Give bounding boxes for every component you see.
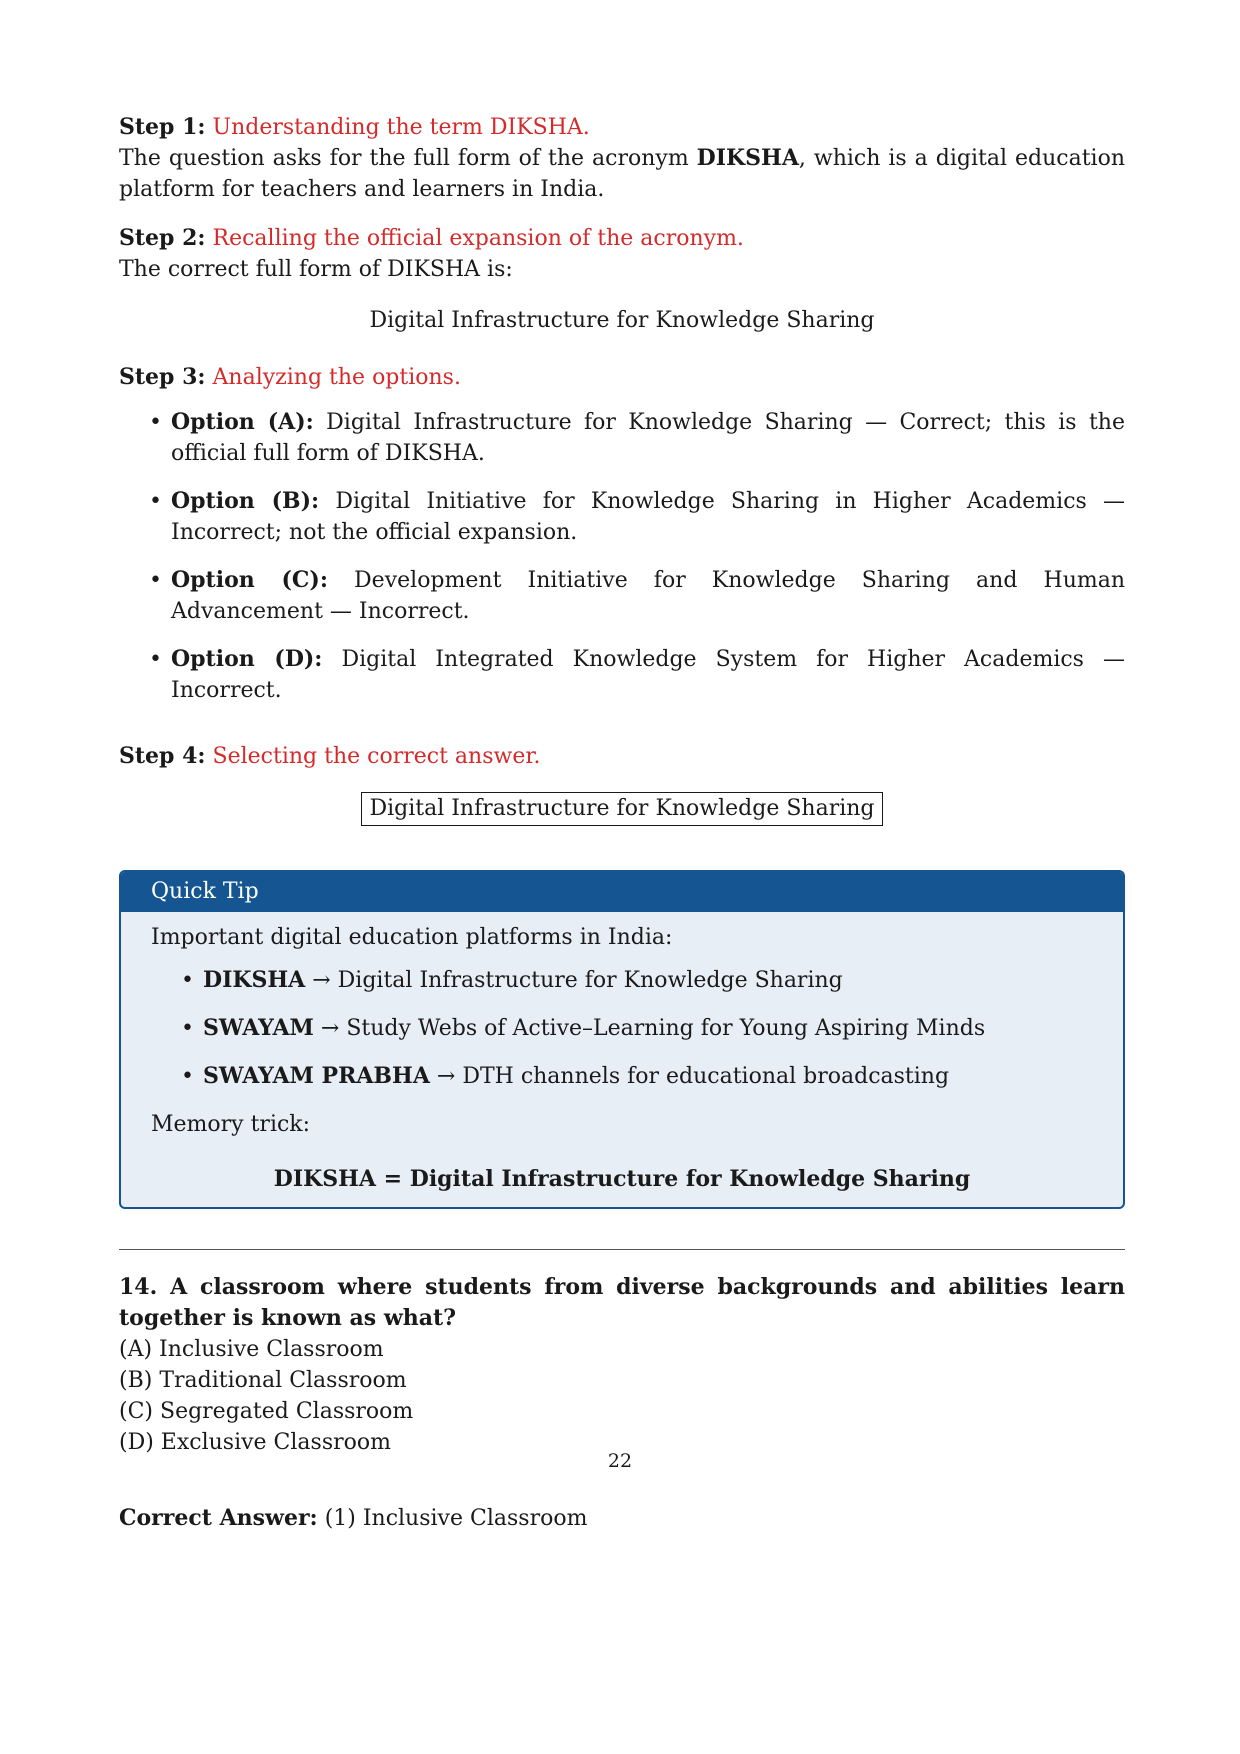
option-a: • Option (A): Digital Infrastructure for Knowledge Sharing — Correct; this is the official full form of DIKSHA. <box>149 409 1125 466</box>
step-2 <box>119 223 1125 254</box>
option-c: • Option (C): Development Initiative for Knowledge Sharing and Human Advancement — Incorrect. <box>149 567 1126 624</box>
option-a-text: Digital Infrastructure for Knowledge Sharing — Correct; this is the official full form of DIKSHA. <box>171 410 1125 466</box>
boxed-answer: Digital Infrastructure for Knowledge Sharing <box>361 792 882 826</box>
memory-trick-label: Memory trick: <box>151 1112 311 1137</box>
question-option: (B) Traditional Classroom <box>119 1368 407 1393</box>
correct-answer-text: (1) Inclusive Classroom <box>324 1506 588 1531</box>
step-4-title: Selecting the correct answer. <box>212 744 541 769</box>
arrow-icon: → <box>320 1016 340 1041</box>
step-1-text <box>119 143 1125 205</box>
step-4-label: Step 4: <box>119 743 206 769</box>
platform-list <box>151 965 1093 1092</box>
step-2-label: Step 2: <box>119 225 206 251</box>
options-list <box>119 407 1125 706</box>
platform-term: SWAYAM <box>203 1015 314 1041</box>
platform-term: SWAYAM PRABHA <box>203 1063 430 1089</box>
step-4 <box>119 741 1125 772</box>
platform-desc: DTH channels for educational broadcasting <box>462 1064 950 1089</box>
memory-trick-equation: DIKSHA = Digital Infrastructure for Knowledge Sharing <box>273 1166 971 1192</box>
platform-desc: Study Webs of Active–Learning for Young Aspiring Minds <box>346 1016 986 1041</box>
option-d-label: Option (D): <box>171 646 323 672</box>
question-option: (A) Inclusive Classroom <box>119 1337 384 1362</box>
page-number: 22 <box>607 1450 633 1472</box>
arrow-icon: → <box>312 968 331 993</box>
option-c-text: Development Initiative for Knowledge Sharing and Human Advancement — Incorrect. <box>171 568 1126 624</box>
step-3 <box>119 362 1125 393</box>
step-1-label: Step 1: <box>119 114 206 140</box>
step-3-title: Analyzing the options. <box>212 365 461 390</box>
step-3-label: Step 3: <box>119 364 206 390</box>
option-b-label: Option (B): <box>171 488 320 514</box>
option-d: • Option (D): Digital Integrated Knowledge System for Higher Academics — Incorrect. <box>149 646 1125 703</box>
platform-desc: Digital Infrastructure for Knowledge Sharing <box>337 968 843 993</box>
step-1-text-after: , which is a digital education platform for teachers and learners in India. <box>119 146 1125 202</box>
platform-term: DIKSHA <box>203 967 306 993</box>
platform-item: • SWAYAM PRABHA → DTH channels for educational broadcasting <box>181 1063 950 1089</box>
step-1-text-before: The question asks for the full form of the acronym <box>119 146 697 171</box>
step-2-title: Recalling the official expansion of the acronym. <box>212 226 744 251</box>
option-b-text: Digital Initiative for Knowledge Sharing in Higher Academics — Incorrect; not the official expansion. <box>171 489 1126 545</box>
step-2-text: The correct full form of DIKSHA is: <box>119 257 513 282</box>
step-1 <box>119 112 1125 143</box>
correct-answer-label: Correct Answer: <box>119 1505 318 1531</box>
question-14: 14. A classroom where students from diverse backgrounds and abilities learn together is known as what? <box>119 1274 1125 1331</box>
option-b: • Option (B): Digital Initiative for Knowledge Sharing in Higher Academics — Incorrect; not the official expansion. <box>149 488 1126 545</box>
step-1-text-bold: DIKSHA <box>696 145 799 171</box>
correct-answer <box>119 1503 1125 1534</box>
quick-tip-box <box>119 870 1125 1209</box>
quick-tip-intro: Important digital education platforms in India: <box>151 925 673 950</box>
page-content <box>119 112 1125 1534</box>
platform-item: • DIKSHA → Digital Infrastructure for Knowledge Sharing <box>181 967 843 993</box>
option-a-label: Option (A): <box>171 409 314 435</box>
quick-tip-header: Quick Tip <box>121 872 1123 912</box>
platform-item: • SWAYAM → Study Webs of Active–Learning for Young Aspiring Minds <box>181 1015 986 1041</box>
step-1-title: Understanding the term DIKSHA. <box>212 115 590 140</box>
option-c-label: Option (C): <box>171 567 328 593</box>
section-divider <box>119 1249 1125 1250</box>
option-d-text: Digital Integrated Knowledge System for Higher Academics — Incorrect. <box>171 647 1125 703</box>
question-option: (D) Exclusive Classroom <box>119 1430 391 1455</box>
step-2-expansion: Digital Infrastructure for Knowledge Sharing <box>369 308 875 333</box>
arrow-icon: → <box>436 1064 456 1089</box>
question-option: (C) Segregated Classroom <box>119 1399 414 1424</box>
question-14-options <box>119 1334 1125 1458</box>
